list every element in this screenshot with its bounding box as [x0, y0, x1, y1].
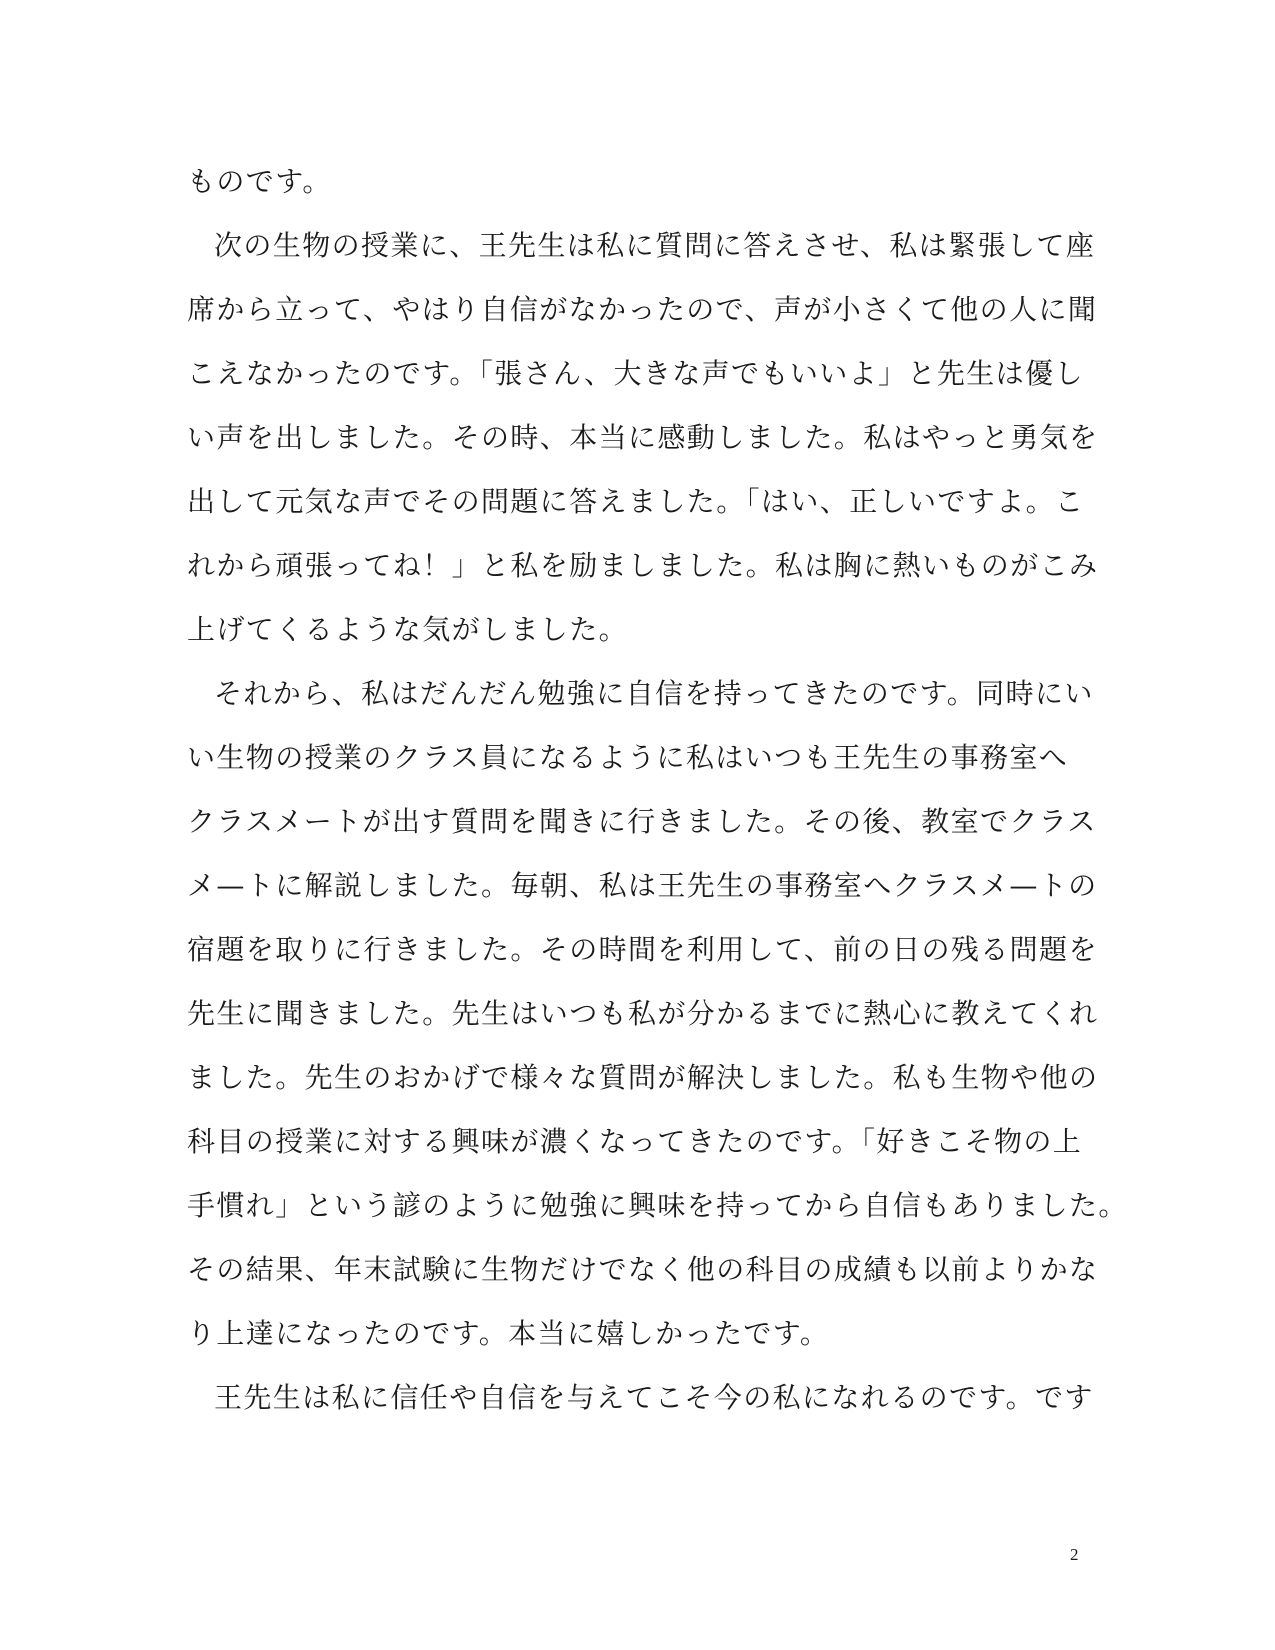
text-line: い生物の授業のクラス員になるように私はいつも王先生の事務室へ: [187, 741, 1069, 774]
text-line: り上達になったのです。本当に嬉しかったです。: [187, 1317, 830, 1350]
text-line: ものです。: [187, 165, 332, 198]
text-line: それから、私はだんだん勉強に自信を持ってきたのです。同時にい: [214, 677, 1094, 710]
text-line: クラスメートが出す質問を聞きに行きました。その後、教室でクラス: [187, 805, 1097, 838]
text-line: ました。先生のおかげで様々な質問が解決しました。私も生物や他の: [187, 1061, 1099, 1094]
text-line: その結果、年末試験に生物だけでなく他の科目の成績も以前よりかな: [187, 1253, 1099, 1286]
text-line: 宿題を取りに行きました。その時間を利用して、前の日の残る問題を: [187, 933, 1098, 966]
text-line: れから頑張ってね！」と私を励ましました。私は胸に熱いものがこみ: [187, 549, 1099, 582]
text-line: 上げてくるような気がしました。: [187, 613, 629, 646]
text-line: い声を出しました。その時、本当に感動しました。私はやっと勇気を: [187, 421, 1099, 454]
text-line: 王先生は私に信任や自信を与えてこそ今の私になれるのです。です: [214, 1381, 1094, 1414]
text-line: 出して元気な声でその問題に答えました。「はい、正しいですよ。こ: [187, 485, 1085, 518]
text-line: 先生に聞きました。先生はいつも私が分かるまでに熱心に教えてくれ: [187, 997, 1099, 1030]
page-number: 2: [1070, 1545, 1079, 1564]
text-line: 席から立って、やはり自信がなかったので、声が小さくて他の人に聞: [187, 293, 1098, 326]
text-line: 手慣れ」という諺のように勉強に興味を持ってから自信もありました。: [187, 1189, 1128, 1222]
body-text: [187, 150, 1128, 1430]
text-line: こえなかったのです。「張さん、大きな声でもいいよ」と先生は優し: [187, 357, 1084, 390]
text-line: 科目の授業に対する興味が濃くなってきたのです。「好きこそ物の上: [187, 1125, 1083, 1158]
text-line: 次の生物の授業に、王先生は私に質問に答えさせ、私は緊張して座: [214, 229, 1096, 262]
text-line: メ—トに解説しました。毎朝、私は王先生の事務室へクラスメ—トの: [187, 869, 1098, 902]
